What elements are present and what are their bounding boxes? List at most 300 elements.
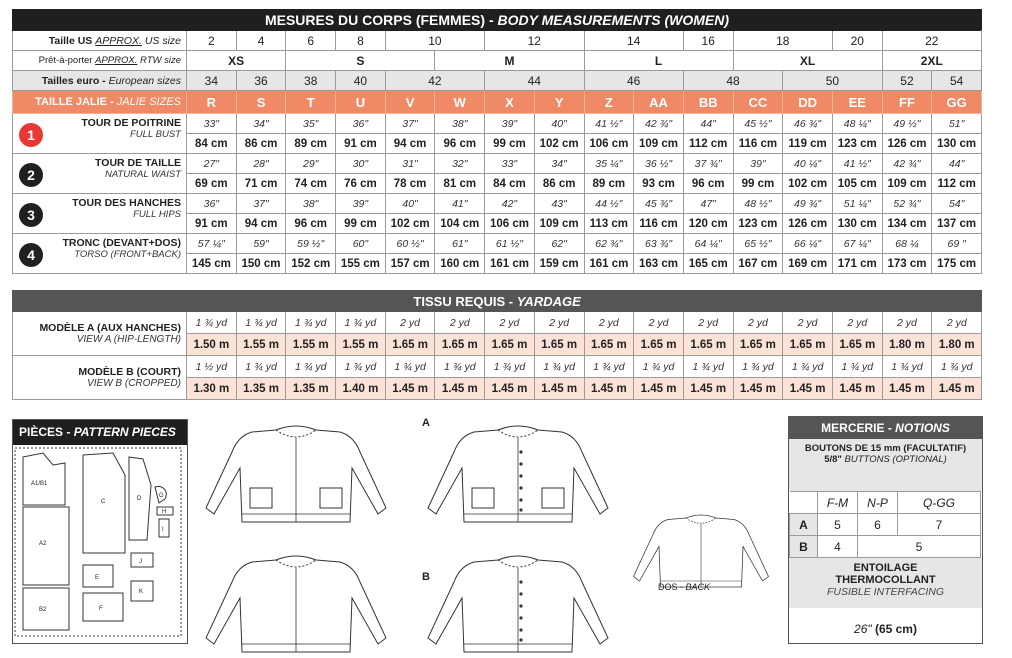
imperial-measurement-cell: 43" — [534, 194, 584, 214]
metric-measurement-cell: 173 cm — [882, 254, 932, 274]
metric-measurement-cell: 86 cm — [534, 174, 584, 194]
metric-measurement-cell: 134 cm — [882, 214, 932, 234]
yardage-imperial-cell: 2 yd — [584, 312, 634, 334]
rtw-size-cell: S — [286, 51, 435, 71]
metric-measurement-cell: 105 cm — [832, 174, 882, 194]
yardage-row — [13, 356, 982, 378]
yardage-metric-cell: 1.35 m — [236, 378, 286, 400]
imperial-measurement-cell: 39" — [733, 154, 783, 174]
metric-measurement-cell: 145 cm — [187, 254, 237, 274]
yardage-metric-cell: 1.65 m — [783, 334, 833, 356]
measurement-row — [13, 114, 982, 134]
metric-measurement-cell: 157 cm — [385, 254, 435, 274]
metric-measurement-cell: 159 cm — [534, 254, 584, 274]
yardage-metric-cell: 1.45 m — [385, 378, 435, 400]
metric-measurement-cell: 93 cm — [634, 174, 684, 194]
piece-label: H — [162, 509, 167, 515]
yardage-imperial-cell: 1 ¾ yd — [932, 356, 982, 378]
piece-label: F — [99, 606, 103, 612]
metric-measurement-cell: 163 cm — [634, 254, 684, 274]
view-b-drawing-2 — [428, 556, 608, 652]
imperial-measurement-cell: 67 ¼" — [832, 234, 882, 254]
view-a-label: A — [422, 417, 430, 429]
yardage-imperial-cell: 2 yd — [534, 312, 584, 334]
yardage-metric-cell: 1.55 m — [286, 334, 336, 356]
measurement-row — [13, 234, 982, 254]
yardage-metric-cell: 1.80 m — [932, 334, 982, 356]
imperial-measurement-cell: 32" — [435, 154, 485, 174]
imperial-measurement-cell: 59" — [236, 234, 286, 254]
yardage-metric-cell: 1.45 m — [832, 378, 882, 400]
imperial-measurement-cell: 47" — [683, 194, 733, 214]
imperial-measurement-cell: 45 ¾" — [634, 194, 684, 214]
metric-measurement-cell: 99 cm — [336, 214, 386, 234]
rtw-size-cell: 2XL — [882, 51, 981, 71]
yardage-table — [12, 290, 982, 400]
euro-size-cell: 36 — [236, 71, 286, 91]
imperial-measurement-cell: 52 ¾" — [882, 194, 932, 214]
yardage-metric-cell: 1.65 m — [485, 334, 535, 356]
buttons-table — [789, 491, 981, 558]
title-en: BODY MEASUREMENTS (WOMEN) — [497, 12, 730, 28]
imperial-measurement-cell: 54" — [932, 194, 982, 214]
us-size-cell: 4 — [236, 31, 286, 51]
imperial-measurement-cell: 49 ¾" — [783, 194, 833, 214]
imperial-measurement-cell: 33" — [187, 114, 237, 134]
jalie-size-cell: Z — [584, 91, 634, 114]
euro-size-cell: 34 — [187, 71, 237, 91]
yardage-metric-cell: 1.80 m — [882, 334, 932, 356]
yardage-imperial-cell: 1 ¾ yd — [336, 356, 386, 378]
yardage-metric-cell: 1.55 m — [336, 334, 386, 356]
metric-measurement-cell: 106 cm — [485, 214, 535, 234]
yardage-imperial-cell: 2 yd — [385, 312, 435, 334]
imperial-measurement-cell: 62" — [534, 234, 584, 254]
rtw-size-cell: M — [435, 51, 584, 71]
yardage-imperial-cell: 1 ¾ yd — [584, 356, 634, 378]
piece-label: D — [137, 496, 142, 502]
pattern-pieces-panel — [12, 419, 188, 644]
jalie-size-cell: DD — [783, 91, 833, 114]
imperial-measurement-cell: 63 ¾" — [634, 234, 684, 254]
yardage-title: TISSU REQUIS - YARDAGE — [13, 291, 982, 312]
us-size-cell: 20 — [832, 31, 882, 51]
imperial-measurement-cell: 44 ½" — [584, 194, 634, 214]
yardage-metric-cell: 1.45 m — [683, 378, 733, 400]
imperial-measurement-cell: 65 ½" — [733, 234, 783, 254]
imperial-measurement-cell: 34" — [534, 154, 584, 174]
imperial-measurement-cell: 33" — [485, 154, 535, 174]
jalie-size-label: TAILLE JALIE - JALIE SIZES — [13, 91, 187, 114]
pattern-pieces-title: PIÈCES - PATTERN PIECES — [13, 420, 187, 445]
jalie-size-cell: S — [236, 91, 286, 114]
metric-measurement-cell: 112 cm — [932, 174, 982, 194]
metric-measurement-cell: 96 cm — [683, 174, 733, 194]
imperial-measurement-cell: 34" — [236, 114, 286, 134]
yardage-imperial-cell: 2 yd — [882, 312, 932, 334]
metric-measurement-cell: 89 cm — [584, 174, 634, 194]
imperial-measurement-cell: 59 ½" — [286, 234, 336, 254]
us-size-cell: 22 — [882, 31, 981, 51]
yardage-row — [13, 312, 982, 334]
imperial-measurement-cell: 37 ¾" — [683, 154, 733, 174]
yardage-metric-cell: 1.45 m — [634, 378, 684, 400]
yardage-imperial-cell: 1 ½ yd — [187, 356, 237, 378]
metric-measurement-cell: 81 cm — [435, 174, 485, 194]
imperial-measurement-cell: 48 ¼" — [832, 114, 882, 134]
euro-size-cell: 48 — [683, 71, 782, 91]
yardage-imperial-cell: 1 ¾ yd — [236, 312, 286, 334]
metric-measurement-cell: 96 cm — [286, 214, 336, 234]
notions-header: Q-GG — [898, 492, 981, 514]
us-size-cell: 10 — [385, 31, 484, 51]
yardage-imperial-cell: 1 ¾ yd — [882, 356, 932, 378]
metric-measurement-cell: 160 cm — [435, 254, 485, 274]
euro-size-cell: 38 — [286, 71, 336, 91]
yardage-imperial-cell: 1 ¾ yd — [634, 356, 684, 378]
measurement-number-badge: 1 — [19, 123, 43, 147]
view-a-drawing-1 — [206, 426, 386, 522]
metric-measurement-cell: 69 cm — [187, 174, 237, 194]
yardage-metric-cell: 1.65 m — [832, 334, 882, 356]
metric-measurement-cell: 109 cm — [634, 134, 684, 154]
interfacing-heading: ENTOILAGE THERMOCOLLANT FUSIBLE INTERFACING — [789, 558, 982, 608]
view-a-drawing-2 — [428, 426, 608, 522]
jalie-size-cell: X — [485, 91, 535, 114]
notions-cell: 7 — [898, 514, 981, 536]
yardage-imperial-cell: 1 ¾ yd — [385, 356, 435, 378]
measurement-number-badge: 3 — [19, 203, 43, 227]
piece-label: A1/B1 — [31, 481, 48, 487]
imperial-measurement-cell: 29" — [286, 154, 336, 174]
metric-measurement-cell: 130 cm — [932, 134, 982, 154]
metric-measurement-cell: 167 cm — [733, 254, 783, 274]
metric-measurement-cell: 102 cm — [385, 214, 435, 234]
imperial-measurement-cell: 60 ½" — [385, 234, 435, 254]
rtw-size-cell: XL — [733, 51, 882, 71]
imperial-measurement-cell: 27" — [187, 154, 237, 174]
yardage-metric-cell: 1.65 m — [683, 334, 733, 356]
notions-header: F-M — [818, 492, 858, 514]
imperial-measurement-cell: 61" — [435, 234, 485, 254]
imperial-measurement-cell: 42 ¾" — [882, 154, 932, 174]
piece-label: C — [101, 499, 106, 505]
piece-label: A2 — [39, 541, 47, 547]
yardage-imperial-cell: 1 ¾ yd — [187, 312, 237, 334]
yardage-metric-cell: 1.45 m — [783, 378, 833, 400]
metric-measurement-cell: 99 cm — [733, 174, 783, 194]
yardage-imperial-cell: 2 yd — [435, 312, 485, 334]
metric-measurement-cell: 116 cm — [733, 134, 783, 154]
imperial-measurement-cell: 49 ½" — [882, 114, 932, 134]
notions-cell: 6 — [858, 514, 898, 536]
euro-size-row — [13, 71, 982, 91]
notions-title: MERCERIE - NOTIONS — [789, 417, 982, 439]
metric-measurement-cell: 102 cm — [534, 134, 584, 154]
piece-label: K — [139, 589, 144, 595]
yardage-imperial-cell: 2 yd — [783, 312, 833, 334]
imperial-measurement-cell: 39" — [336, 194, 386, 214]
measurement-label: 3 TOUR DES HANCHES FULL HIPS — [13, 194, 187, 234]
yardage-metric-cell: 1.65 m — [385, 334, 435, 356]
buttons-heading: BOUTONS DE 15 mm (FACULTATIF) 5/8" BUTTONS (OPTIONAL) — [789, 439, 982, 491]
imperial-measurement-cell: 42 ¾" — [634, 114, 684, 134]
piece-label: I — [162, 527, 164, 533]
yardage-metric-cell: 1.35 m — [286, 378, 336, 400]
piece-label: J — [139, 559, 142, 565]
yardage-imperial-cell: 1 ¾ yd — [286, 312, 336, 334]
imperial-measurement-cell: 51 ¼" — [832, 194, 882, 214]
metric-measurement-cell: 109 cm — [882, 174, 932, 194]
jalie-size-cell: AA — [634, 91, 684, 114]
yardage-metric-cell: 1.45 m — [485, 378, 535, 400]
euro-size-cell: 46 — [584, 71, 683, 91]
imperial-measurement-cell: 45 ½" — [733, 114, 783, 134]
imperial-measurement-cell: 35 ¼" — [584, 154, 634, 174]
yardage-imperial-cell: 2 yd — [683, 312, 733, 334]
metric-measurement-cell: 130 cm — [832, 214, 882, 234]
imperial-measurement-cell: 31" — [385, 154, 435, 174]
notions-header: N-P — [858, 492, 898, 514]
yardage-metric-cell: 1.45 m — [435, 378, 485, 400]
us-size-cell: 2 — [187, 31, 237, 51]
imperial-measurement-cell: 39" — [485, 114, 535, 134]
metric-measurement-cell: 76 cm — [336, 174, 386, 194]
yardage-imperial-cell: 2 yd — [733, 312, 783, 334]
jalie-size-cell: T — [286, 91, 336, 114]
metric-measurement-cell: 89 cm — [286, 134, 336, 154]
metric-measurement-cell: 104 cm — [435, 214, 485, 234]
us-size-cell: 14 — [584, 31, 683, 51]
yardage-imperial-cell: 1 ¾ yd — [286, 356, 336, 378]
imperial-measurement-cell: 60" — [336, 234, 386, 254]
measurement-number-badge: 4 — [19, 243, 43, 267]
metric-measurement-cell: 150 cm — [236, 254, 286, 274]
us-size-cell: 18 — [733, 31, 832, 51]
imperial-measurement-cell: 44" — [683, 114, 733, 134]
metric-measurement-cell: 123 cm — [733, 214, 783, 234]
metric-measurement-cell: 126 cm — [783, 214, 833, 234]
imperial-measurement-cell: 61 ½" — [485, 234, 535, 254]
imperial-measurement-cell: 36 ½" — [634, 154, 684, 174]
imperial-measurement-cell: 41" — [435, 194, 485, 214]
euro-size-cell: 40 — [336, 71, 386, 91]
imperial-measurement-cell: 40" — [534, 114, 584, 134]
imperial-measurement-cell: 41 ½" — [584, 114, 634, 134]
back-label: DOS - BACK — [658, 582, 711, 592]
view-a-row-label: A — [790, 514, 818, 536]
yardage-imperial-cell: 1 ¾ yd — [435, 356, 485, 378]
yardage-metric-cell: 1.65 m — [584, 334, 634, 356]
imperial-measurement-cell: 41 ½" — [832, 154, 882, 174]
imperial-measurement-cell: 38" — [286, 194, 336, 214]
imperial-measurement-cell: 64 ¼" — [683, 234, 733, 254]
metric-measurement-cell: 120 cm — [683, 214, 733, 234]
notions-cell: 5 — [858, 536, 981, 558]
metric-measurement-cell: 86 cm — [236, 134, 286, 154]
piece-label: B2 — [39, 607, 47, 613]
jalie-size-cell: V — [385, 91, 435, 114]
metric-measurement-cell: 106 cm — [584, 134, 634, 154]
jalie-size-cell: CC — [733, 91, 783, 114]
imperial-measurement-cell: 46 ¾" — [783, 114, 833, 134]
garment-drawings — [196, 412, 776, 654]
metric-measurement-cell: 155 cm — [336, 254, 386, 274]
metric-measurement-cell: 126 cm — [882, 134, 932, 154]
jalie-size-row — [13, 91, 982, 114]
measurement-label: 2 TOUR DE TAILLE NATURAL WAIST — [13, 154, 187, 194]
imperial-measurement-cell: 69 " — [932, 234, 982, 254]
measurement-row — [13, 154, 982, 174]
body-measurements-title — [13, 10, 982, 31]
imperial-measurement-cell: 36" — [187, 194, 237, 214]
metric-measurement-cell: 123 cm — [832, 134, 882, 154]
metric-measurement-cell: 78 cm — [385, 174, 435, 194]
imperial-measurement-cell: 51" — [932, 114, 982, 134]
title-fr: MESURES DU CORPS (FEMMES) - — [264, 12, 498, 28]
imperial-measurement-cell: 62 ¾" — [584, 234, 634, 254]
metric-measurement-cell: 91 cm — [187, 214, 237, 234]
imperial-measurement-cell: 28" — [236, 154, 286, 174]
yardage-metric-cell: 1.65 m — [435, 334, 485, 356]
piece-label: E — [95, 575, 100, 581]
metric-measurement-cell: 175 cm — [932, 254, 982, 274]
us-size-cell: 12 — [485, 31, 584, 51]
metric-measurement-cell: 109 cm — [534, 214, 584, 234]
metric-measurement-cell: 84 cm — [485, 174, 535, 194]
euro-size-cell: 52 — [882, 71, 932, 91]
yardage-metric-cell: 1.40 m — [336, 378, 386, 400]
yardage-metric-cell: 1.30 m — [187, 378, 237, 400]
us-size-label: Taille US APPROX. US size — [13, 31, 187, 51]
yardage-imperial-cell: 1 ¾ yd — [236, 356, 286, 378]
metric-measurement-cell: 169 cm — [783, 254, 833, 274]
euro-size-cell: 44 — [485, 71, 584, 91]
jalie-size-cell: FF — [882, 91, 932, 114]
metric-measurement-cell: 161 cm — [584, 254, 634, 274]
imperial-measurement-cell: 37" — [236, 194, 286, 214]
view-b-drawing-1 — [206, 556, 386, 652]
yardage-metric-cell: 1.45 m — [534, 378, 584, 400]
metric-measurement-cell: 119 cm — [783, 134, 833, 154]
us-size-cell: 16 — [683, 31, 733, 51]
measurement-number-badge: 2 — [19, 163, 43, 187]
metric-measurement-cell: 96 cm — [435, 134, 485, 154]
yardage-imperial-cell: 2 yd — [634, 312, 684, 334]
rtw-size-label: Prêt-à-porter APPROX. RTW size — [13, 51, 187, 71]
yardage-imperial-cell: 1 ¾ yd — [683, 356, 733, 378]
metric-measurement-cell: 94 cm — [236, 214, 286, 234]
piece-label: G — [159, 493, 164, 499]
euro-size-cell: 54 — [932, 71, 982, 91]
metric-measurement-cell: 71 cm — [236, 174, 286, 194]
back-drawing — [634, 515, 769, 587]
yardage-metric-cell: 1.65 m — [733, 334, 783, 356]
yardage-imperial-cell: 1 ¾ yd — [534, 356, 584, 378]
imperial-measurement-cell: 66 ¼" — [783, 234, 833, 254]
yardage-metric-cell: 1.45 m — [733, 378, 783, 400]
yardage-metric-cell: 1.45 m — [882, 378, 932, 400]
yardage-imperial-cell: 2 yd — [832, 312, 882, 334]
metric-measurement-cell: 137 cm — [932, 214, 982, 234]
metric-measurement-cell: 84 cm — [187, 134, 237, 154]
yardage-imperial-cell: 2 yd — [485, 312, 535, 334]
imperial-measurement-cell: 40" — [385, 194, 435, 214]
measurement-row — [13, 194, 982, 214]
interfacing-amount: 26" (65 cm) — [854, 622, 917, 636]
jalie-size-cell: R — [187, 91, 237, 114]
imperial-measurement-cell: 30" — [336, 154, 386, 174]
metric-measurement-cell: 152 cm — [286, 254, 336, 274]
metric-measurement-cell: 113 cm — [584, 214, 634, 234]
notions-panel — [788, 416, 983, 644]
imperial-measurement-cell: 35" — [286, 114, 336, 134]
metric-measurement-cell: 91 cm — [336, 134, 386, 154]
imperial-measurement-cell: 44" — [932, 154, 982, 174]
imperial-measurement-cell: 42" — [485, 194, 535, 214]
notions-cell: 4 — [818, 536, 858, 558]
yardage-metric-cell: 1.65 m — [634, 334, 684, 356]
jalie-size-cell: Y — [534, 91, 584, 114]
metric-measurement-cell: 116 cm — [634, 214, 684, 234]
view-b-label: B — [422, 571, 430, 583]
view-b-row-label: B — [790, 536, 818, 558]
imperial-measurement-cell: 36" — [336, 114, 386, 134]
yardage-imperial-cell: 1 ¾ yd — [336, 312, 386, 334]
metric-measurement-cell: 161 cm — [485, 254, 535, 274]
yardage-imperial-cell: 1 ¾ yd — [485, 356, 535, 378]
body-measurements-table — [12, 9, 982, 274]
yardage-metric-cell: 1.55 m — [236, 334, 286, 356]
us-size-cell: 6 — [286, 31, 336, 51]
jalie-size-cell: BB — [683, 91, 733, 114]
yardage-metric-cell: 1.45 m — [584, 378, 634, 400]
yardage-imperial-cell: 1 ¾ yd — [733, 356, 783, 378]
euro-size-label: Tailles euro - European sizes — [13, 71, 187, 91]
notions-cell: 5 — [818, 514, 858, 536]
us-size-cell: 8 — [336, 31, 386, 51]
metric-measurement-cell: 74 cm — [286, 174, 336, 194]
jalie-size-cell: U — [336, 91, 386, 114]
yardage-label: MODÈLE B (COURT) VIEW B (CROPPED) — [13, 356, 187, 400]
measurement-label: 4 TRONC (DEVANT+DOS) TORSO (FRONT+BACK) — [13, 234, 187, 274]
yardage-imperial-cell: 2 yd — [932, 312, 982, 334]
rtw-size-cell: XS — [187, 51, 286, 71]
pattern-pieces-layout — [13, 445, 185, 641]
imperial-measurement-cell: 48 ½" — [733, 194, 783, 214]
metric-measurement-cell: 165 cm — [683, 254, 733, 274]
jalie-size-cell: W — [435, 91, 485, 114]
jalie-size-cell: GG — [932, 91, 982, 114]
jalie-size-cell: EE — [832, 91, 882, 114]
rtw-size-row — [13, 51, 982, 71]
imperial-measurement-cell: 57 ¼" — [187, 234, 237, 254]
measurement-label: 1 TOUR DE POITRINE FULL BUST — [13, 114, 187, 154]
yardage-metric-cell: 1.45 m — [932, 378, 982, 400]
yardage-imperial-cell: 1 ¾ yd — [832, 356, 882, 378]
us-size-row — [13, 31, 982, 51]
yardage-imperial-cell: 1 ¾ yd — [783, 356, 833, 378]
metric-measurement-cell: 102 cm — [783, 174, 833, 194]
metric-measurement-cell: 112 cm — [683, 134, 733, 154]
yardage-label: MODÈLE A (AUX HANCHES) VIEW A (HIP-LENGTH) — [13, 312, 187, 356]
metric-measurement-cell: 171 cm — [832, 254, 882, 274]
imperial-measurement-cell: 40 ¼" — [783, 154, 833, 174]
imperial-measurement-cell: 68 ¼ — [882, 234, 932, 254]
euro-size-cell: 42 — [385, 71, 484, 91]
metric-measurement-cell: 94 cm — [385, 134, 435, 154]
metric-measurement-cell: 99 cm — [485, 134, 535, 154]
